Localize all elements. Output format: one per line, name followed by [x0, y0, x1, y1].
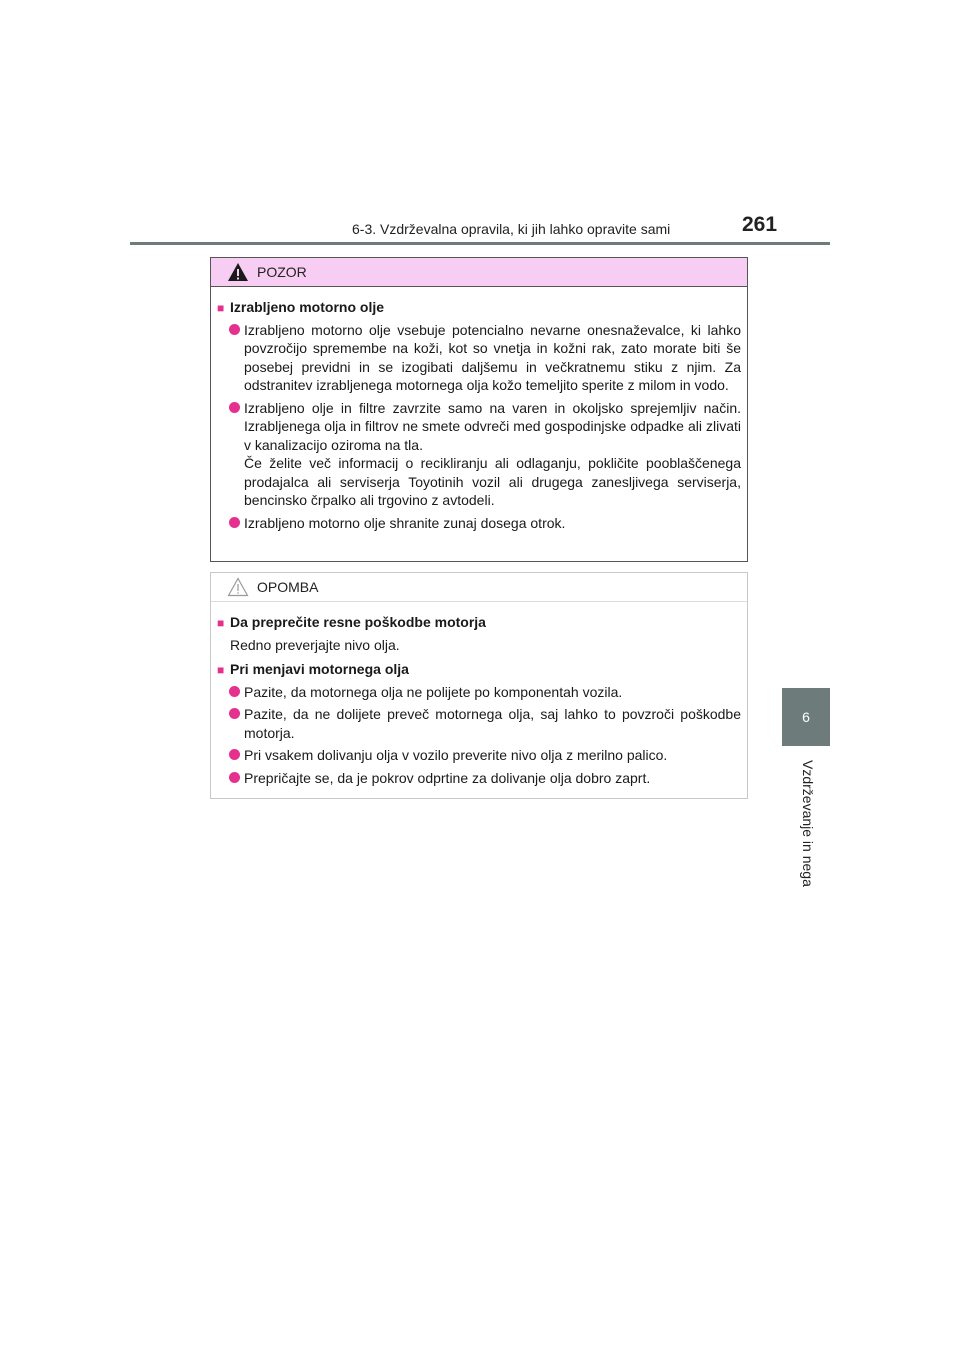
notice-box: [210, 572, 748, 799]
circle-bullet-icon: [229, 772, 240, 783]
caution-header: [211, 258, 747, 287]
circle-bullet-icon: [229, 324, 240, 335]
list-item: Pazite, da ne dolijete preveč motornega olja, saj lahko to povzroči poškodbe motorja.: [217, 705, 741, 742]
circle-bullet-icon: [229, 686, 240, 697]
notice-label: OPOMBA: [257, 579, 319, 595]
warning-triangle-outline-icon: [227, 577, 249, 597]
notice-section-title: ■ Da preprečite resne poškodbe motorja: [217, 613, 741, 633]
warning-triangle-filled-icon: [227, 262, 249, 282]
circle-bullet-icon: [229, 708, 240, 719]
caution-body: [211, 287, 747, 532]
list-item: Pazite, da motornega olja ne polijete po komponentah vozila.: [217, 683, 741, 702]
notice-text: Redno preverjajte nivo olja.: [230, 636, 400, 653]
caution-section-title: ■ Izrabljeno motorno olje: [217, 298, 741, 318]
list-item: Pri vsakem dolivanju olja v vozilo preverite nivo olja z merilno palico.: [217, 746, 741, 765]
chapter-number: 6: [802, 709, 810, 725]
notice-section-title: ■ Pri menjavi motornega olja: [217, 660, 741, 680]
caution-box: [210, 257, 748, 562]
header-divider: [130, 242, 830, 245]
notice-body: [211, 602, 747, 787]
notice-header: [211, 573, 747, 602]
list-item: Izrabljeno motorno olje shranite zunaj dosega otrok.: [217, 514, 741, 533]
chapter-tab: [782, 688, 830, 746]
square-bullet-icon: ■: [217, 663, 225, 677]
circle-bullet-icon: [229, 749, 240, 760]
list-item: Izrabljeno olje in filtre zavrzite samo na varen in okoljsko sprejemljiv način. Izrabljenega olja in filtrov ne smete odvreči med gospodinjske odpadke ali zlivati v kanalizacijo oziroma na tla. Če želite več informacij o recikliranju ali odlaganju, pokličite pooblaščenega prodajalca ali serviserja Toyotinih vozil ali drugega zanesljivega serviserja, bencinsko črpalko ali trgovino z avtodeli.: [217, 399, 741, 510]
circle-bullet-icon: [229, 402, 240, 413]
section-header-title: 6-3. Vzdrževalna opravila, ki jih lahko opravite sami: [352, 221, 671, 237]
square-bullet-icon: ■: [217, 301, 225, 315]
caution-label: POZOR: [257, 264, 307, 280]
list-item: Izrabljeno motorno olje vsebuje potencialno nevarne onesnaževalce, ki lahko povzročijo spremembe na koži, kot so vnetja in kožni rak, zato morate biti še posebej previdni in se izogibati daljšemu in večkratnemu stiku z njim. Za odstranitev izrabljenega motornega olja kožo temeljito sperite z milom in vodo.: [217, 321, 741, 395]
page-number: 261: [742, 213, 778, 236]
list-item: Prepričajte se, da je pokrov odprtine za dolivanje olja dobro zaprt.: [217, 769, 741, 788]
circle-bullet-icon: [229, 517, 240, 528]
square-bullet-icon: ■: [217, 616, 225, 630]
chapter-title-vertical: Vzdrževanje in nega: [800, 760, 816, 887]
